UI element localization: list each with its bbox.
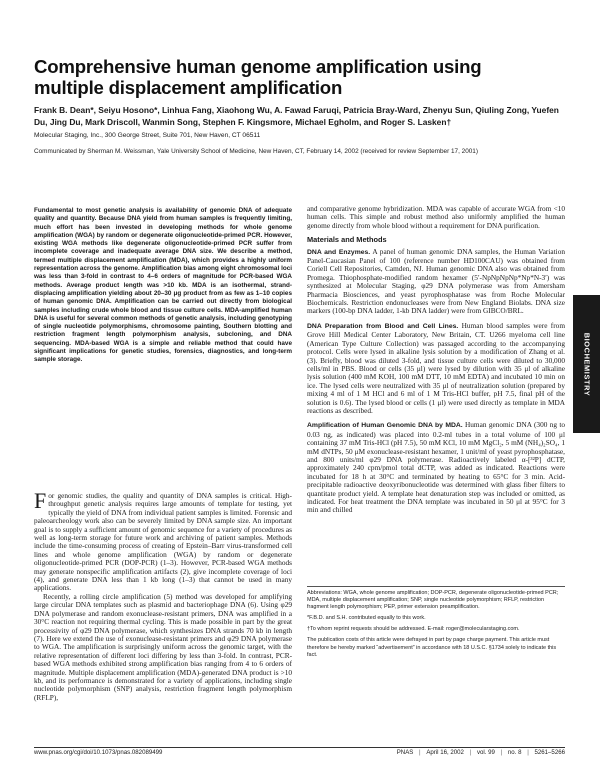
intro-paragraph-1: or genomic studies, the quality and quantity of DNA samples is critical. High-throughput genetic analysis requires large amounts of template for testing, yet typically the yield of DNA from individual patient samples is limited. Forensic and paleoarcheology work also can be severely limited by DNA sample size. An important goal is to supply a sufficient amount of genomic sequence for a variety of procedures as well as long-term storage for future work and archiving of patient samples. Methods include the time-consuming process of creating of Epstein–Barr virus-transformed cell lines and whole genome amplification (WGA) by random or degenerate oligonucleotide-primed PCR (DOP-PCR) (1–3). However, PCR-based WGA methods may generate nonspecific amplification artifacts (2), give incomplete coverage of loci (4), and generate DNA less than 1 kb long (1–3) that cannot be used in many applications.: [34, 492, 292, 593]
journal-name: PNAS: [396, 749, 414, 756]
footnote-equal-contribution: *F.B.D. and S.H. contributed equally to this work.: [307, 615, 426, 622]
right-column-text: [307, 205, 565, 542]
amplification-text: Human genomic DNA (300 ng to 0.03 ng, as indicated) was placed into 0.2-ml tubes in a total volume of 100 μl containing 37 mM Tris-HCl (pH 7.5), 50 mM KCl, 10 mM MgCl₂, 5 mM (NH₄)₂SO₄, 1 mM dNTPs, 50 μM exonuclease-resistant hexamer, 1 unit/ml of yeast pyrophosphatase, and 800 units/ml φ29 DNA polymerase. Radioactively labeled α-[³²P] dCTP, approximately 240 cpm/pmol total dCTP, was added as indicated. Reactions were incubated for 18 h at 30°C and terminated by heating to 65°C for 3 min. Acid-precipitable radioactive deoxyribonucleotide was determined with glass fiber filters to quantitate product yield. A template heat denaturation step was included or omitted, as indicated. For heat treatment the DNA template was incubated in 50 μl at 95°C for 3 min and chilled: [307, 420, 565, 515]
methods-dna-preparation: [307, 322, 565, 415]
citation-info: [393, 749, 565, 756]
doi-link[interactable]: www.pnas.org/cgi/doi/10.1073/pnas.082089499: [34, 749, 163, 756]
intro-continuation: and comparative genome hybridization. MDA was capable of accurate WGA from <10 human cells. This simple and robust method also uniformly amplified the human genome directly from whole blood without a requirement for DNA purification.: [307, 205, 565, 230]
footnote-abbreviations: Abbreviations: WGA, whole genome amplification; DOP-PCR, degenerate oligonucleotide-primed PCR; MDA, multiple displacement amplification; SNP, single nucleotide polymorphism; RFLP, restriction fragment length polymorphism; PEP, primer extension preamplification.: [307, 590, 559, 611]
methods-heading: Materials and Methods: [307, 235, 387, 245]
left-column: [34, 207, 292, 755]
article-header: [34, 56, 559, 155]
affiliation: Molecular Staging, Inc., 300 George Street, Suite 701, New Haven, CT 06511: [34, 132, 261, 139]
article-title: Comprehensive human genome amplification using multiple displacement amplification: [34, 56, 482, 98]
footnotes: [307, 586, 565, 663]
volume: vol. 99: [476, 749, 495, 756]
introduction: [34, 492, 292, 755]
runin-dna-enzymes: DNA and Enzymes.: [307, 248, 371, 256]
page-footer: [34, 749, 565, 756]
methods-dna-enzymes: [307, 248, 565, 316]
separator: |: [500, 749, 503, 756]
footnote-reprints: †To whom reprint requests should be addressed. E-mail: roger@molecularstaging.com.: [307, 626, 520, 633]
abstract: Fundamental to most genetic analysis is availability of genomic DNA of adequate quality and quantity. Because DNA yield from human samples is frequently limiting, much effort has been invested in developing methods for whole genome amplification (WGA) by random or degenerate oligonucleotide-primed PCR. However, existing WGA methods like degenerate oligonucleotide-primed PCR suffer from incomplete coverage and inadequate average DNA size. We describe a method, termed multiple displacement amplification (MDA), which provides a highly uniform representation across the genome. Amplification bias among eight chromosomal loci was less than 3-fold in contrast to 4–6 orders of magnitude for PCR-based WGA methods. Average product length was >10 kb. MDA is an isothermal, strand-displacing amplification yielding about 20–30 μg product from as few as 1–10 copies of human genomic DNA. Amplification can be carried out directly from biological samples including crude whole blood and tissue culture cells. MDA-amplified human DNA is useful for several common methods of genetic analysis, including genotyping of single nucleotide polymorphisms, chromosome painting, Southern blotting and restriction fragment length polymorphism analysis, subcloning, and DNA sequencing. MDA-based WGA is a simple and reliable method that could have significant implications for genetic studies, forensics, diagnostics, and long-term sample storage.: [34, 207, 292, 364]
intro-paragraph-2: Recently, a rolling circle amplification (5) method was developed for amplifying large circular DNA templates such as plasmid and bacteriophage DNA (6). Using φ29 DNA polymerase and random exonuclease-resistant primers, DNA was amplified in a 30°C reaction not requiring thermal cycling. This is made possible in part by the great processivity of φ29 DNA polymerase, which synthesizes DNA strands 70 kb in length (7). Here we extend the use of exonuclease-resistant primers and φ29 DNA polymerase to WGA. The amplification is surprisingly uniform across the genomic target, with the relative representation of different loci differing by less than 3-fold. In contrast, PCR-based WGA methods exhibited strong amplification bias ranging from 4 to 6 orders of magnitude. Multiple displacement amplification (MDA)-generated DNA product is >10 kb, and its performance is demonstrated for a variety of applications, including single nucleotide polymorphism (SNP) analysis, restriction fragment length polymorphism (RFLP),: [34, 591, 292, 702]
section-tab-label: BIOCHEMISTRY: [582, 332, 591, 396]
separator: |: [527, 749, 529, 756]
section-tab: [573, 295, 600, 433]
author-list: Frank B. Dean*, Seiyu Hosono*, Linhua Fang, Xiaohong Wu, A. Fawad Faruqi, Patricia Bray-Ward, Zhenyu Sun, Qiuling Zong, Yuefen Du, Jing Du, Mark Driscoll, Wanmin Song, Stephen F. Kingsmore, Michael Egholm, and Roger S. Lasken†: [34, 105, 559, 127]
footnote-publication-costs: The publication costs of this article were defrayed in part by page charge payment. This article must therefore be hereby marked “advertisement” in accordance with 18 U.S.C. §1734 solely to indicate this fact.: [307, 637, 557, 658]
communicated-by: Communicated by Sherman M. Weissman, Yale University School of Medicine, New Haven, CT, February 14, 2002 (received for review September 17, 2001): [34, 148, 478, 155]
dna-preparation-text: Human blood samples were from Grove Hill Medical Center Laboratory, New Britain, CT. U266 myeloma cell line (American Type Culture Collection) was passaged according to the accompanying protocol. Cells were lysed in alkaline lysis solution by a modification of Zhang et al. (3). Briefly, blood was diluted 3-fold, and tissue culture cells were diluted to 30,000 cells/ml in PBS. Blood or cells (35 μl) were lysed by dilution with 35 μl of alkaline lysis solution (400 mM KOH, 100 mM DTT, 10 mM EDTA) and incubated 10 min on ice. The lysed cells were neutralized with 35 μl of neutralization solution (prepared by mixing 4 ml of 1 M HCl and 6 ml of 1 M Tris-HCl buffer, pH 7.5, final pH of the solution is 0.6). The lysed blood or cells (1 μl) were used directly as template in MDA reactions as described.: [307, 320, 565, 415]
runin-dna-preparation: DNA Preparation from Blood and Cell Lines.: [307, 322, 459, 330]
footer-divider: [34, 747, 565, 748]
separator: |: [419, 749, 421, 756]
separator: |: [469, 749, 472, 756]
issue-date: April 16, 2002: [426, 749, 464, 756]
right-column: [307, 205, 565, 542]
issue-number: no. 8: [507, 749, 522, 756]
runin-amplification: Amplification of Human Genomic DNA by MDA.: [307, 422, 463, 430]
drop-cap: F: [34, 492, 47, 513]
page-range: 5261–5266: [534, 749, 565, 756]
dna-enzymes-text: A panel of human genomic DNA samples, the Human Variation Panel-Caucasian Panel of 100 (reference number HD100CAU) was obtained from Coriell Cell Repositories, Camden, NJ. Human genomic DNA also was obtained from Promega. Thiophosphate-modified random hexamer (5′-NpNpNpNp*Np*N-3′) was synthesized at Molecular Staging, φ29 DNA polymerase was from Amersham Pharmacia Biosciences, and yeast pyrophosphatase was from Roche Molecular Biochemicals. Restriction endonucleases were from New England Biolabs. DNA size markers (100-bp DNA ladder, 1-kb DNA ladder) were from GIBCO/BRL.: [307, 246, 565, 316]
methods-amplification: [307, 421, 565, 514]
